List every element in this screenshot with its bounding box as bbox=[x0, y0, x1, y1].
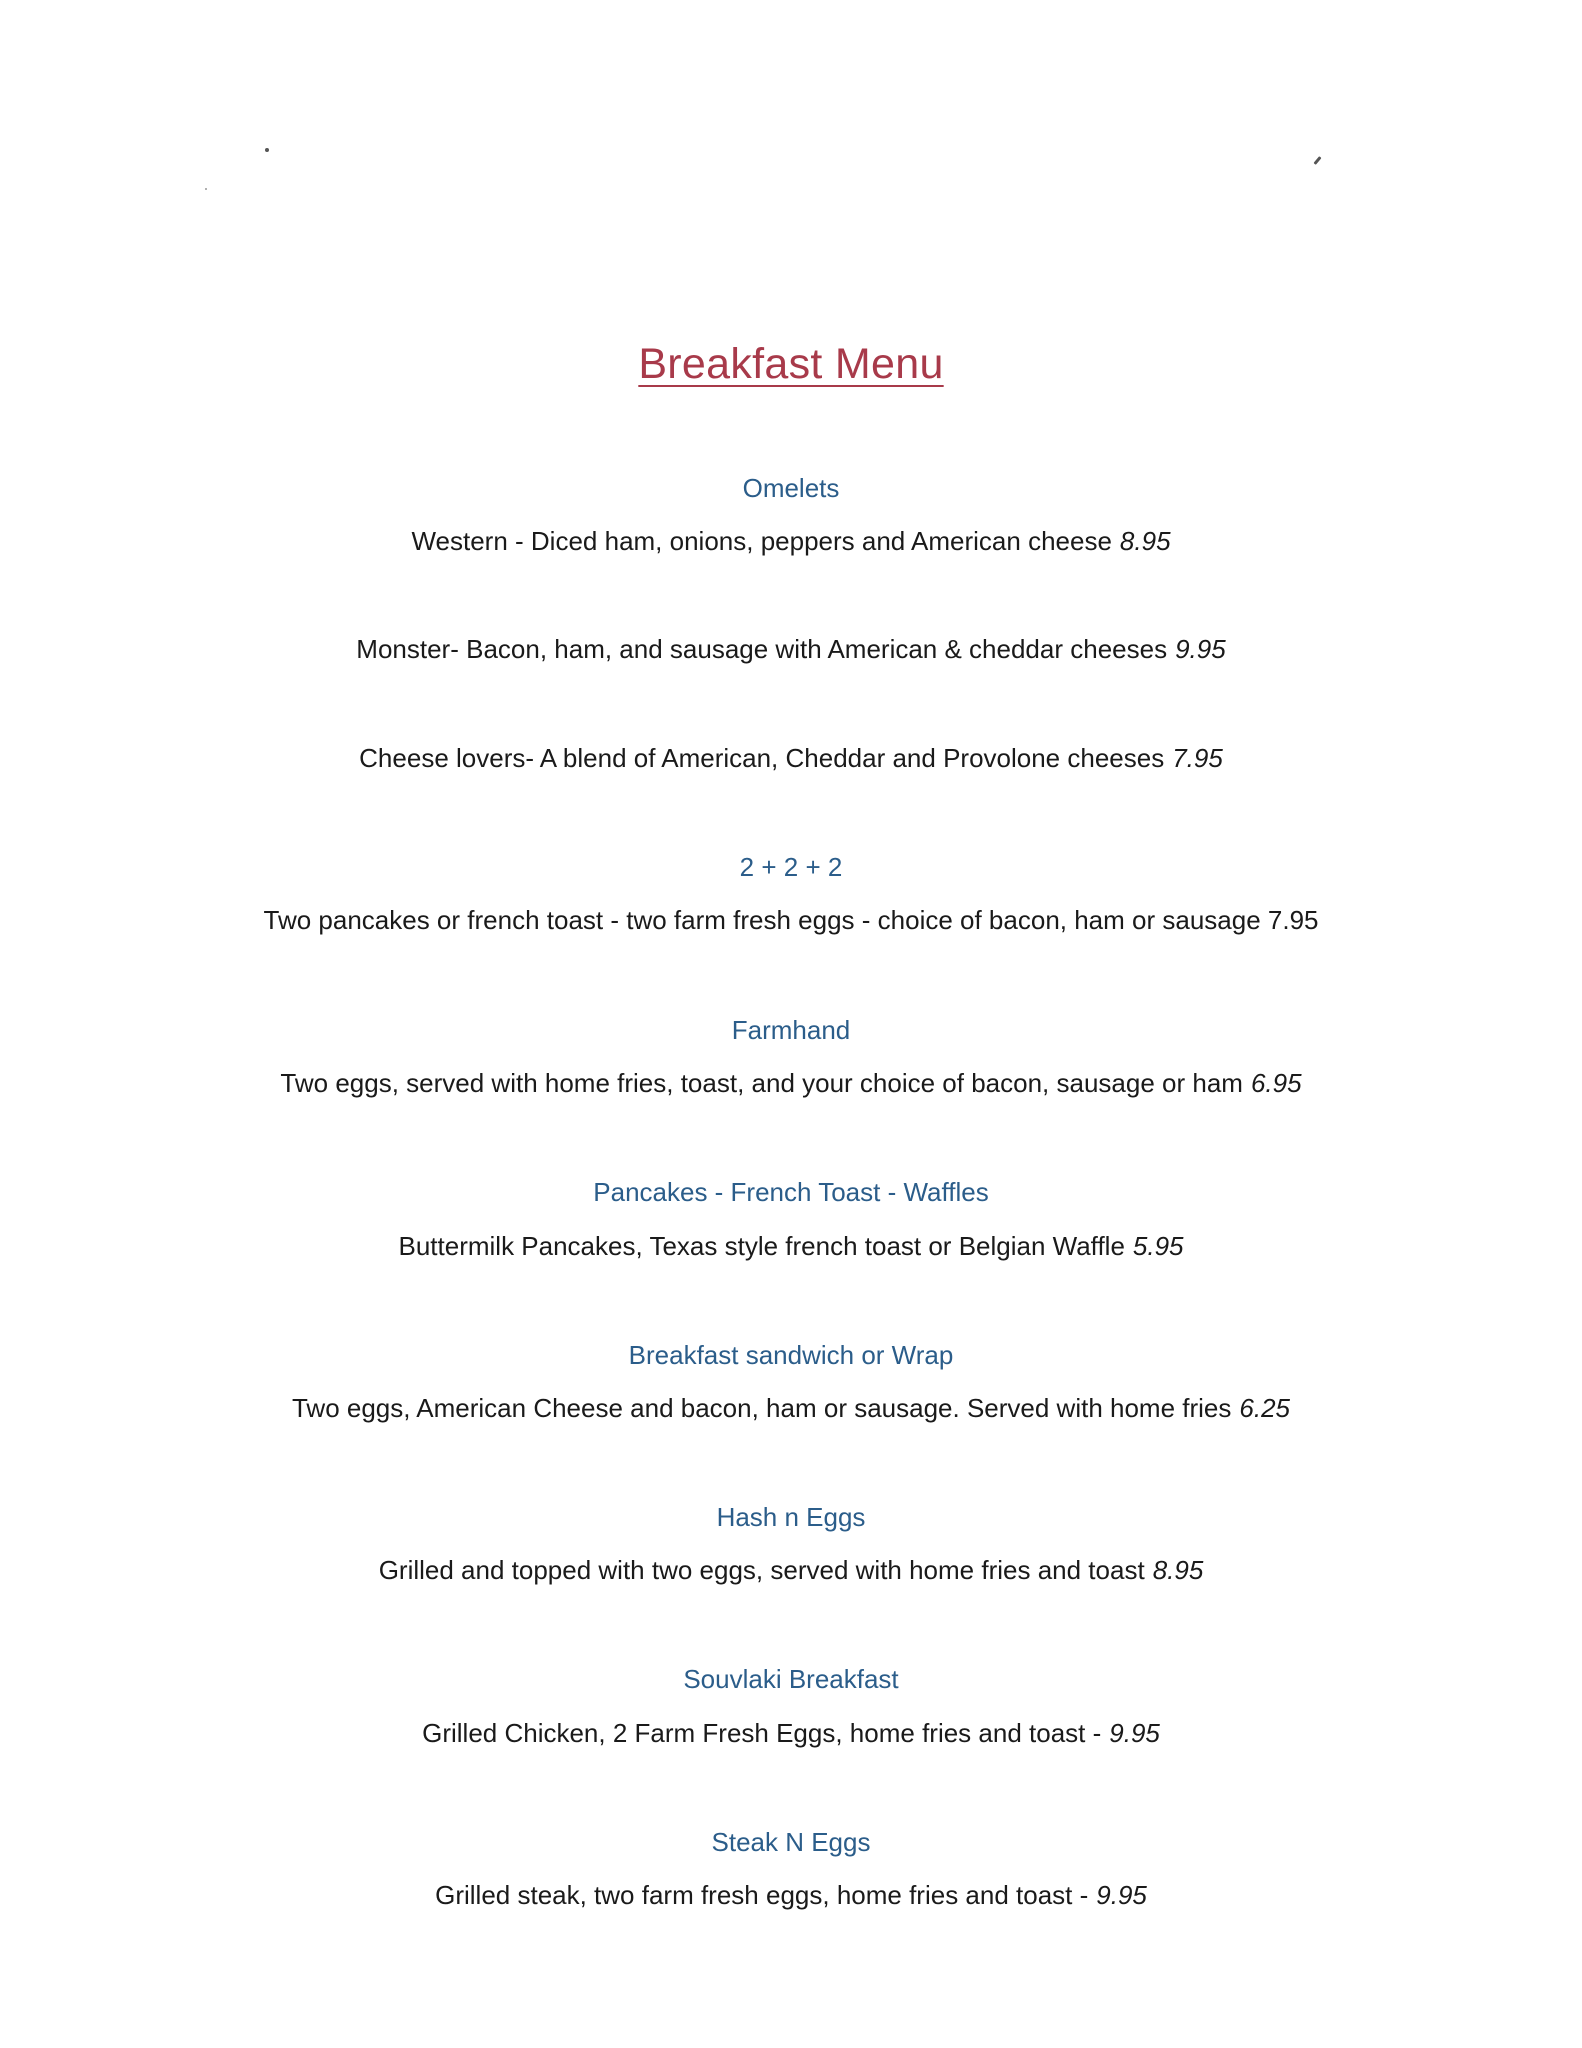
item-price: 9.95 bbox=[1175, 634, 1226, 664]
menu-item bbox=[0, 526, 1582, 556]
item-price: 9.95 bbox=[1109, 1718, 1160, 1748]
section-heading: 2 + 2 + 2 bbox=[739, 852, 843, 882]
section-heading: Breakfast sandwich or Wrap bbox=[628, 1340, 954, 1370]
scan-speck bbox=[265, 148, 269, 152]
section-sandwich bbox=[0, 1340, 1582, 1370]
section-souvlaki bbox=[0, 1664, 1582, 1694]
item-price: 8.95 bbox=[1119, 526, 1171, 556]
section-farmhand bbox=[0, 1015, 1582, 1045]
section-hash bbox=[0, 1502, 1582, 1532]
item-description: Two pancakes or french toast - two farm fresh eggs - choice of bacon, ham or sausage 7.95 bbox=[263, 905, 1319, 935]
menu-item bbox=[0, 1393, 1582, 1423]
item-description: Cheese lovers- A blend of American, Cheddar and Provolone cheeses bbox=[359, 743, 1165, 773]
item-price: 6.25 bbox=[1239, 1393, 1290, 1423]
menu-item bbox=[0, 905, 1582, 935]
menu-item bbox=[0, 1718, 1582, 1748]
item-description: Grilled and topped with two eggs, served with home fries and toast bbox=[378, 1555, 1145, 1585]
section-two-two-two bbox=[0, 852, 1582, 882]
item-price: 9.95 bbox=[1096, 1880, 1147, 1910]
item-price: 6.95 bbox=[1250, 1068, 1302, 1098]
menu-item bbox=[0, 743, 1582, 773]
menu-title: Breakfast Menu bbox=[638, 340, 944, 388]
scan-speck bbox=[205, 188, 207, 190]
item-description: Western - Diced ham, onions, peppers and American cheese bbox=[411, 526, 1112, 556]
menu-item bbox=[0, 1068, 1582, 1098]
menu-item bbox=[0, 1555, 1582, 1585]
menu-item bbox=[0, 1231, 1582, 1261]
section-steak bbox=[0, 1827, 1582, 1857]
item-description: Monster- Bacon, ham, and sausage with American & cheddar cheeses bbox=[356, 634, 1168, 664]
item-description: Two eggs, American Cheese and bacon, ham or sausage. Served with home fries bbox=[291, 1393, 1232, 1423]
menu-item bbox=[0, 1880, 1582, 1910]
section-heading: Hash n Eggs bbox=[716, 1502, 866, 1532]
section-heading: Pancakes - French Toast - Waffles bbox=[593, 1177, 989, 1207]
item-description: Grilled steak, two farm fresh eggs, home fries and toast - bbox=[435, 1880, 1089, 1910]
item-description: Buttermilk Pancakes, Texas style french toast or Belgian Waffle bbox=[398, 1231, 1125, 1261]
item-description: Two eggs, served with home fries, toast, and your choice of bacon, sausage or ham bbox=[280, 1068, 1243, 1098]
section-pancakes bbox=[0, 1177, 1582, 1207]
menu-item bbox=[0, 634, 1582, 664]
item-price: 5.95 bbox=[1132, 1231, 1184, 1261]
item-price: 8.95 bbox=[1152, 1555, 1204, 1585]
section-heading: Steak N Eggs bbox=[711, 1827, 871, 1857]
section-heading: Omelets bbox=[742, 473, 840, 503]
section-omelets bbox=[0, 473, 1582, 503]
section-heading: Souvlaki Breakfast bbox=[683, 1664, 899, 1694]
item-price: 7.95 bbox=[1172, 743, 1223, 773]
item-description: Grilled Chicken, 2 Farm Fresh Eggs, home fries and toast - bbox=[422, 1718, 1102, 1748]
scan-speck bbox=[1313, 156, 1321, 165]
section-heading: Farmhand bbox=[731, 1015, 851, 1045]
